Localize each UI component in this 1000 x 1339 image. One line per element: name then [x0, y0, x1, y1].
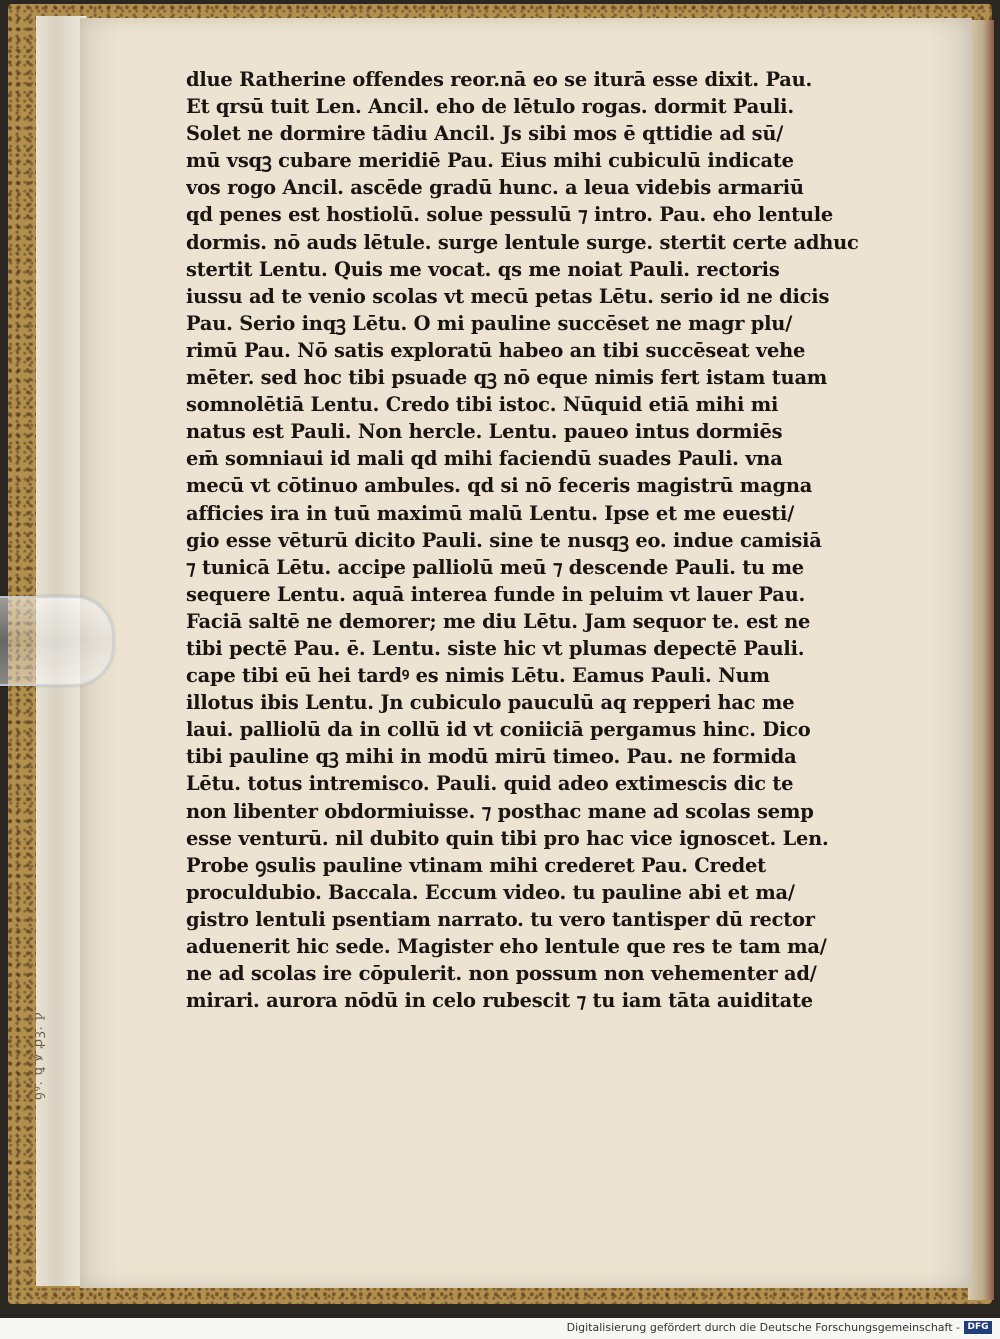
funding-credit: Digitalisierung gefördert durch die Deutsche Forschungsgemeinschaft - [566, 1321, 960, 1334]
text-line: stertit Lentu. Quis me vocat. qs me noiat Pauli. rectoris [186, 257, 780, 281]
text-line: Et qrsū tuit Len. Ancil. eho de lētulo rogas. dormit Pauli. [186, 95, 794, 119]
text-line: Solet ne dormire tādiu Ancil. Js sibi mos ē qttidie ad sū/ [186, 122, 784, 146]
text-line: qd penes est hostiolū. solue pessulū ⁊ intro. Pau. eho lentule [186, 203, 834, 227]
text-line: esse venturū. nil dubito quin tibi pro hac vice ignoscet. Len. [186, 826, 829, 850]
text-line: cape tibi eū hei tardꝰ es nimis Lētu. Eamus Pauli. Num [186, 664, 770, 688]
footer-bar [0, 1318, 1000, 1339]
text-line: rimū Pau. Nō satis exploratū habeo an tibi succēseat vehe [186, 338, 806, 362]
text-line: mecū vt cōtinuo ambules. qd si nō feceris magistrū magna [186, 474, 813, 498]
dfg-logo: DFG [964, 1321, 992, 1334]
text-line: ne ad scolas ire cōpulerit. non possum non vehementer ad/ [186, 962, 817, 986]
text-line: afficies ira in tuū maximū malū Lentu. Ipse et me euesti/ [186, 501, 795, 525]
text-line: gistro lentuli psentiam narrato. tu vero tantisper dū rector [186, 907, 815, 931]
page-text [186, 66, 886, 1014]
text-line: tibi pectē Pau. ē. Lentu. siste hic vt plumas depectē Pauli. [186, 636, 805, 660]
text-line: proculdubio. Baccala. Eccum video. tu pauline abi et ma/ [186, 880, 795, 904]
text-line: somnolētiā Lentu. Credo tibi istoc. Nūquid etiā mihi mi [186, 393, 779, 417]
text-line: non libenter obdormiuisse. ⁊ posthac mane ad scolas semp [186, 799, 814, 823]
text-line: iussu ad te venio scolas vt mecū petas Lētu. serio id ne dicis [186, 284, 830, 308]
text-line: gio esse vēturū dicito Pauli. sine te nusqꝫ eo. indue camisiā [186, 528, 822, 552]
text-line: sequere Lentu. aquā interea funde in peluim vt lauer Pau. [186, 582, 806, 606]
text-line: dormis. nō auds lētule. surge lentule surge. stertit certe adhuc [186, 230, 859, 254]
margin-annotation: ꝯꝰ. ꝗ ꝟ ꝓꝫ. ꝩ [31, 1011, 46, 1100]
text-line: aduenerit hic sede. Magister eho lentule que res te tam ma/ [186, 935, 827, 958]
text-line: Pau. Serio inqꝫ Lētu. O mi pauline succēset ne magr plu/ [186, 311, 793, 335]
text-line: tibi pauline qꝫ mihi in modū mirū timeo. Pau. ne formida [186, 745, 797, 769]
text-line: vos rogo Ancil. ascēde gradū hunc. a leua videbis armariū [186, 176, 804, 200]
text-line: Faciā saltē ne demorer; me diu Lētu. Jam sequor te. est ne [186, 609, 811, 633]
text-line: mēter. sed hoc tibi psuade qꝫ nō eque nimis fert istam tuam [186, 366, 828, 390]
text-line: ⁊ tunicā Lētu. accipe palliolū meū ⁊ descende Pauli. tu me [186, 555, 804, 579]
glass-clip [0, 596, 114, 686]
text-line: mū vsqꝫ cubare meridiē Pau. Eius mihi cubiculū indicate [186, 149, 794, 173]
text-line: dlue Ratherine offendes reor.nā eo se iturā esse dixit. Pau. [186, 68, 813, 91]
text-line: natus est Pauli. Non hercle. Lentu. paueo intus dormiēs [186, 420, 783, 444]
text-line: illotus ibis Lentu. Jn cubiculo pauculū aq repperi hac me [186, 691, 795, 715]
text-line: Probe ꝯsulis pauline vtinam mihi crederet Pau. Credet [186, 853, 766, 877]
text-line: Lētu. totus intremisco. Pauli. quid adeo extimescis dic te [186, 772, 794, 796]
text-line: mirari. aurora nōdū in celo rubescit ⁊ tu iam tāta auiditate [186, 989, 813, 1013]
text-line: laui. palliolū da in collū id vt coniiciā pergamus hinc. Dico [186, 718, 811, 742]
text-line: em̄ somniaui id mali qd mihi faciendū suades Pauli. vna [186, 447, 783, 471]
